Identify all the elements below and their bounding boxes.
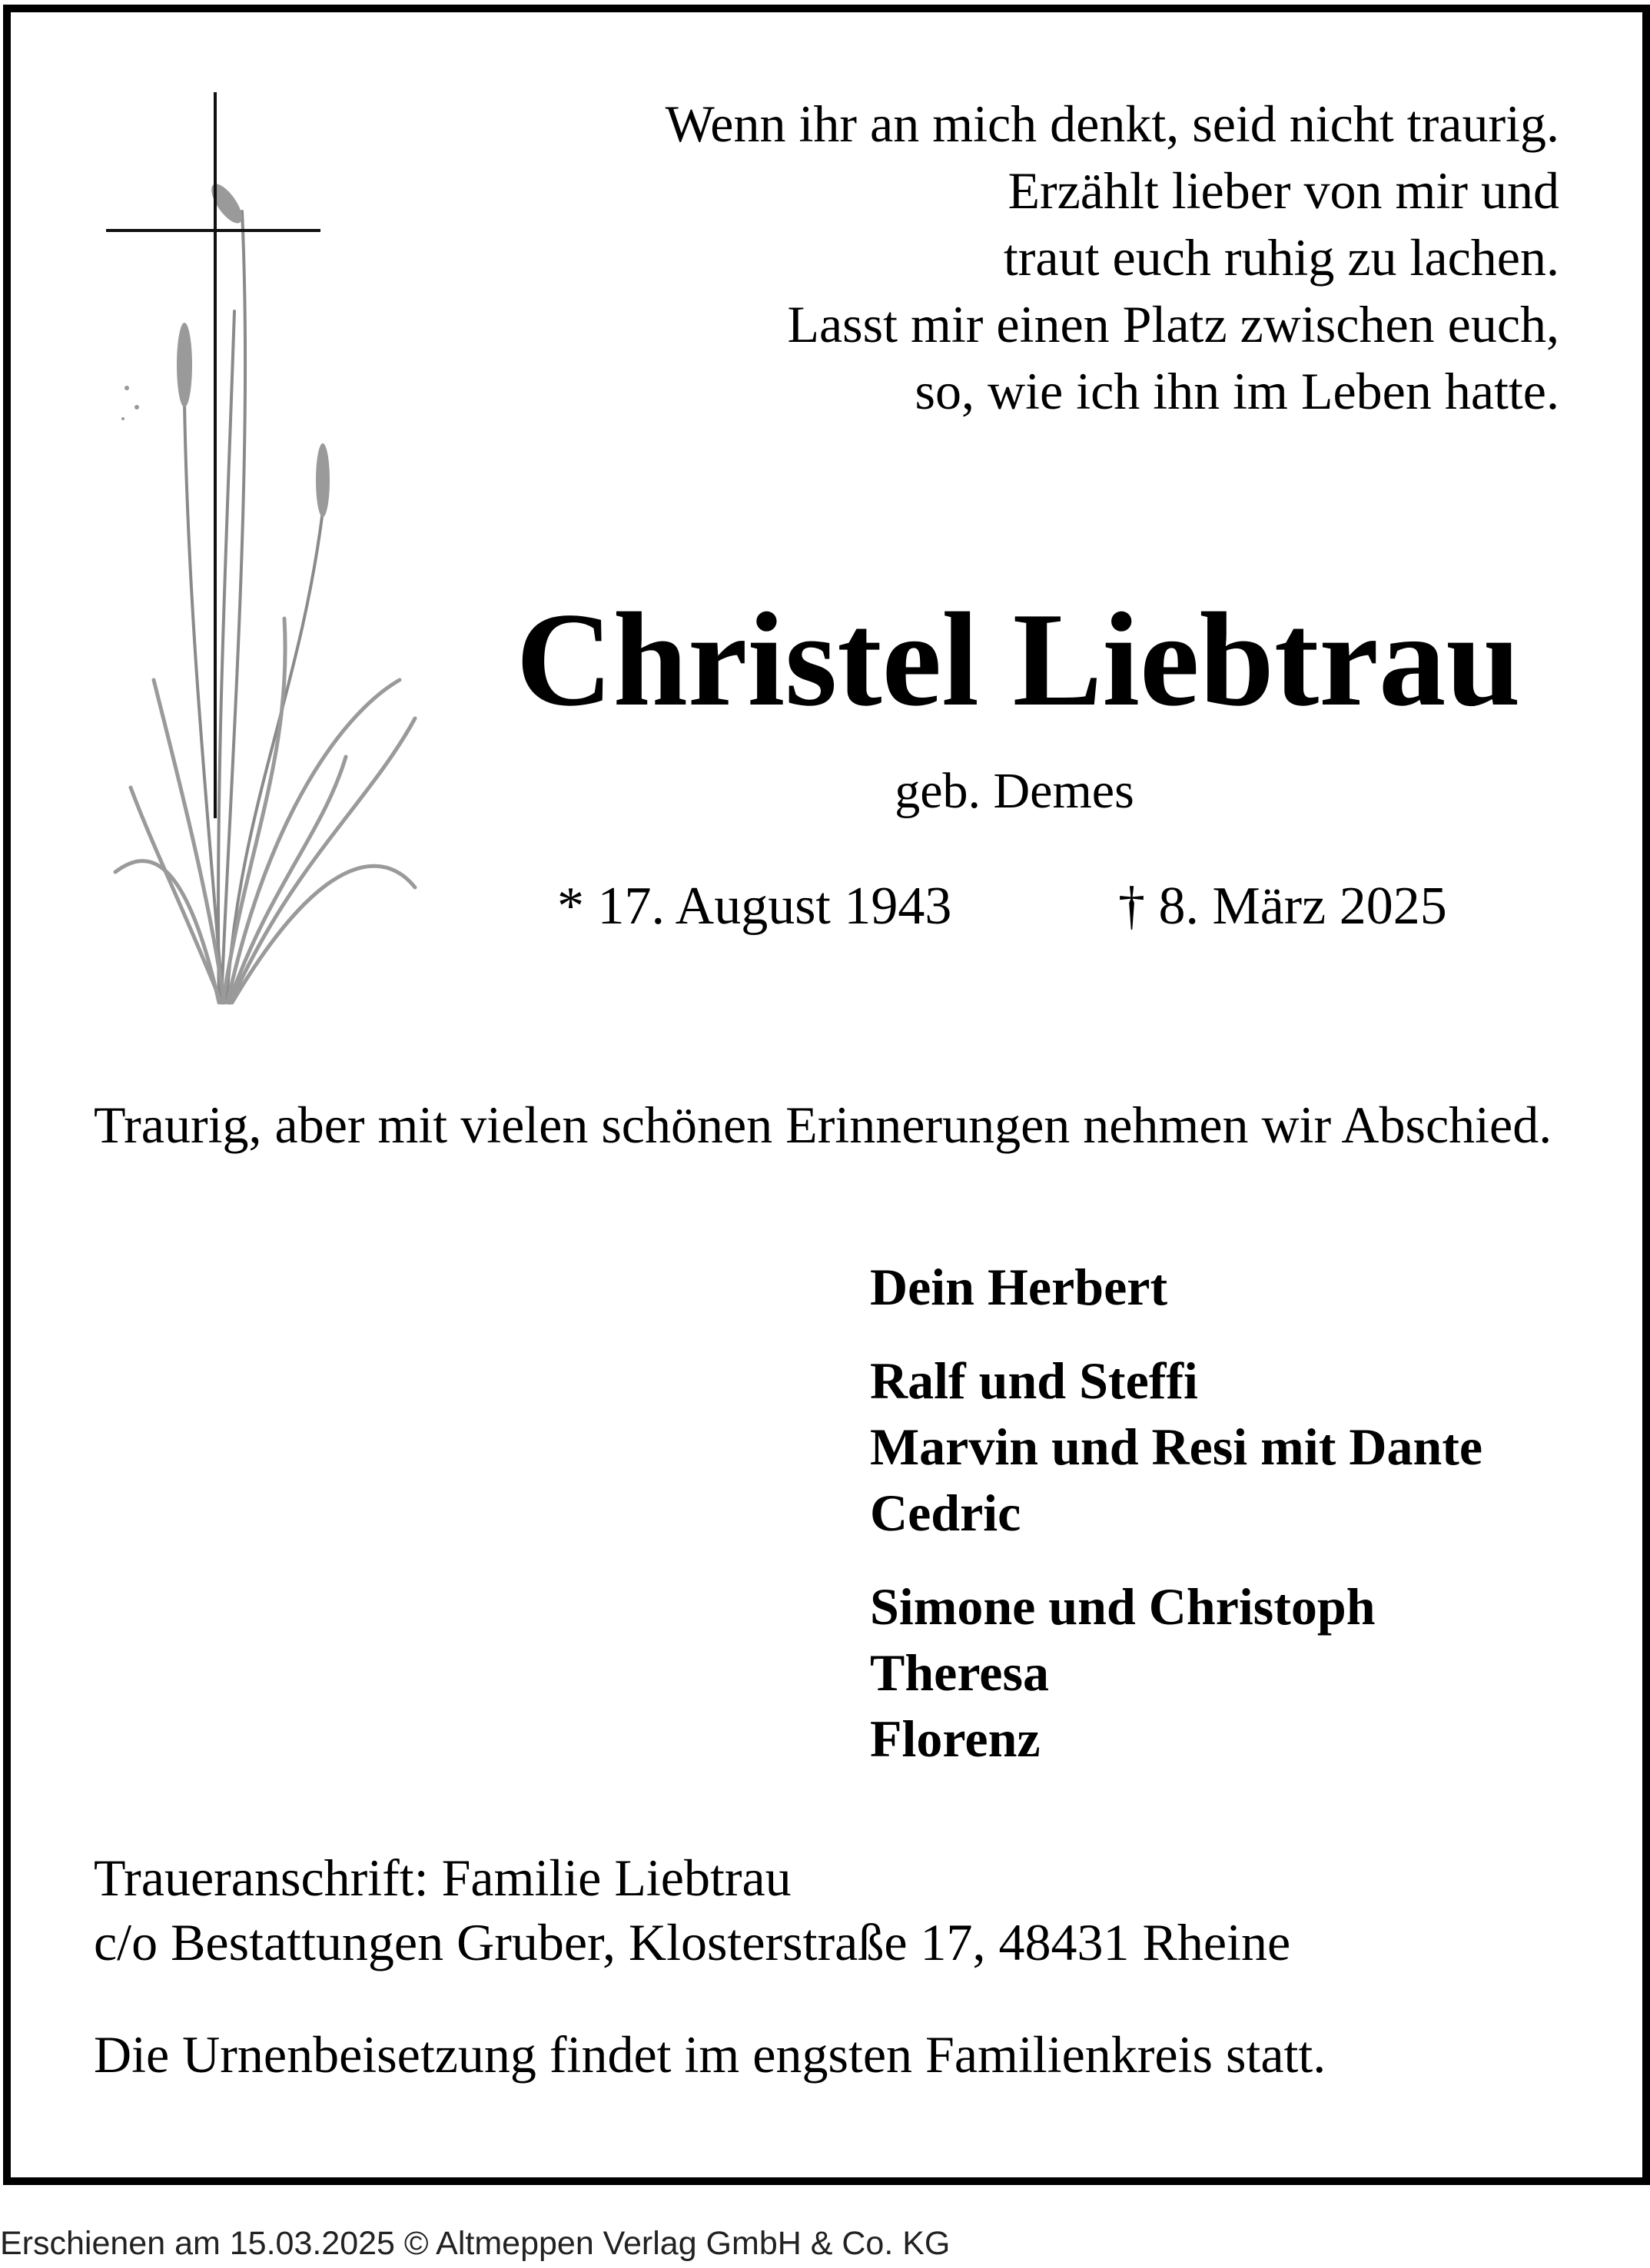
mourner-name: Florenz [870,1709,1041,1768]
poem-line: so, wie ich ihn im Leben hatte. [915,362,1559,420]
poem-line: Erzählt lieber von mir und [1008,161,1559,220]
poem-line: Wenn ihr an mich denkt, seid nicht traurig. [665,94,1559,153]
poem-line: traut euch ruhig zu lachen. [1003,228,1559,287]
mourning-address [94,1845,1290,1975]
mourner-group [870,1254,1482,1320]
poem [666,91,1559,425]
mourner-name: Simone und Christoph [870,1577,1376,1636]
mourner-group [870,1348,1482,1546]
deceased-name: Christel Liebtrau [516,585,1521,734]
poem-line: Lasst mir einen Platz zwischen euch, [787,295,1559,353]
mourner-name: Dein Herbert [870,1258,1168,1316]
address-line: c/o Bestattungen Gruber, Klosterstraße 17, 48431 Rheine [94,1913,1291,1971]
mourner-name: Theresa [870,1643,1049,1702]
death-date: † 8. März 2025 [1118,877,1447,936]
birth-date: * 17. August 1943 [557,877,952,936]
cross-with-cattails-icon [92,81,430,1010]
mourner-name: Marvin und Resi mit Dante [870,1418,1483,1476]
maiden-name: geb. Demes [895,763,1134,819]
address-line: Traueranschrift: Familie Liebtrau [94,1849,792,1907]
farewell-text: Traurig, aber mit vielen schönen Erinnerungen nehmen wir Abschied. [94,1096,1552,1154]
mourner-group [870,1573,1482,1772]
mourner-name: Cedric [870,1484,1021,1542]
mourner-name: Ralf und Steffi [870,1351,1198,1410]
publication-footer: Erschienen am 15.03.2025 © Altmeppen Verlag GmbH & Co. KG [0,2225,951,2262]
funeral-note: Die Urnenbeisetzung findet im engsten Familienkreis statt. [94,2025,1326,2084]
mourners-list [870,1254,1482,1799]
